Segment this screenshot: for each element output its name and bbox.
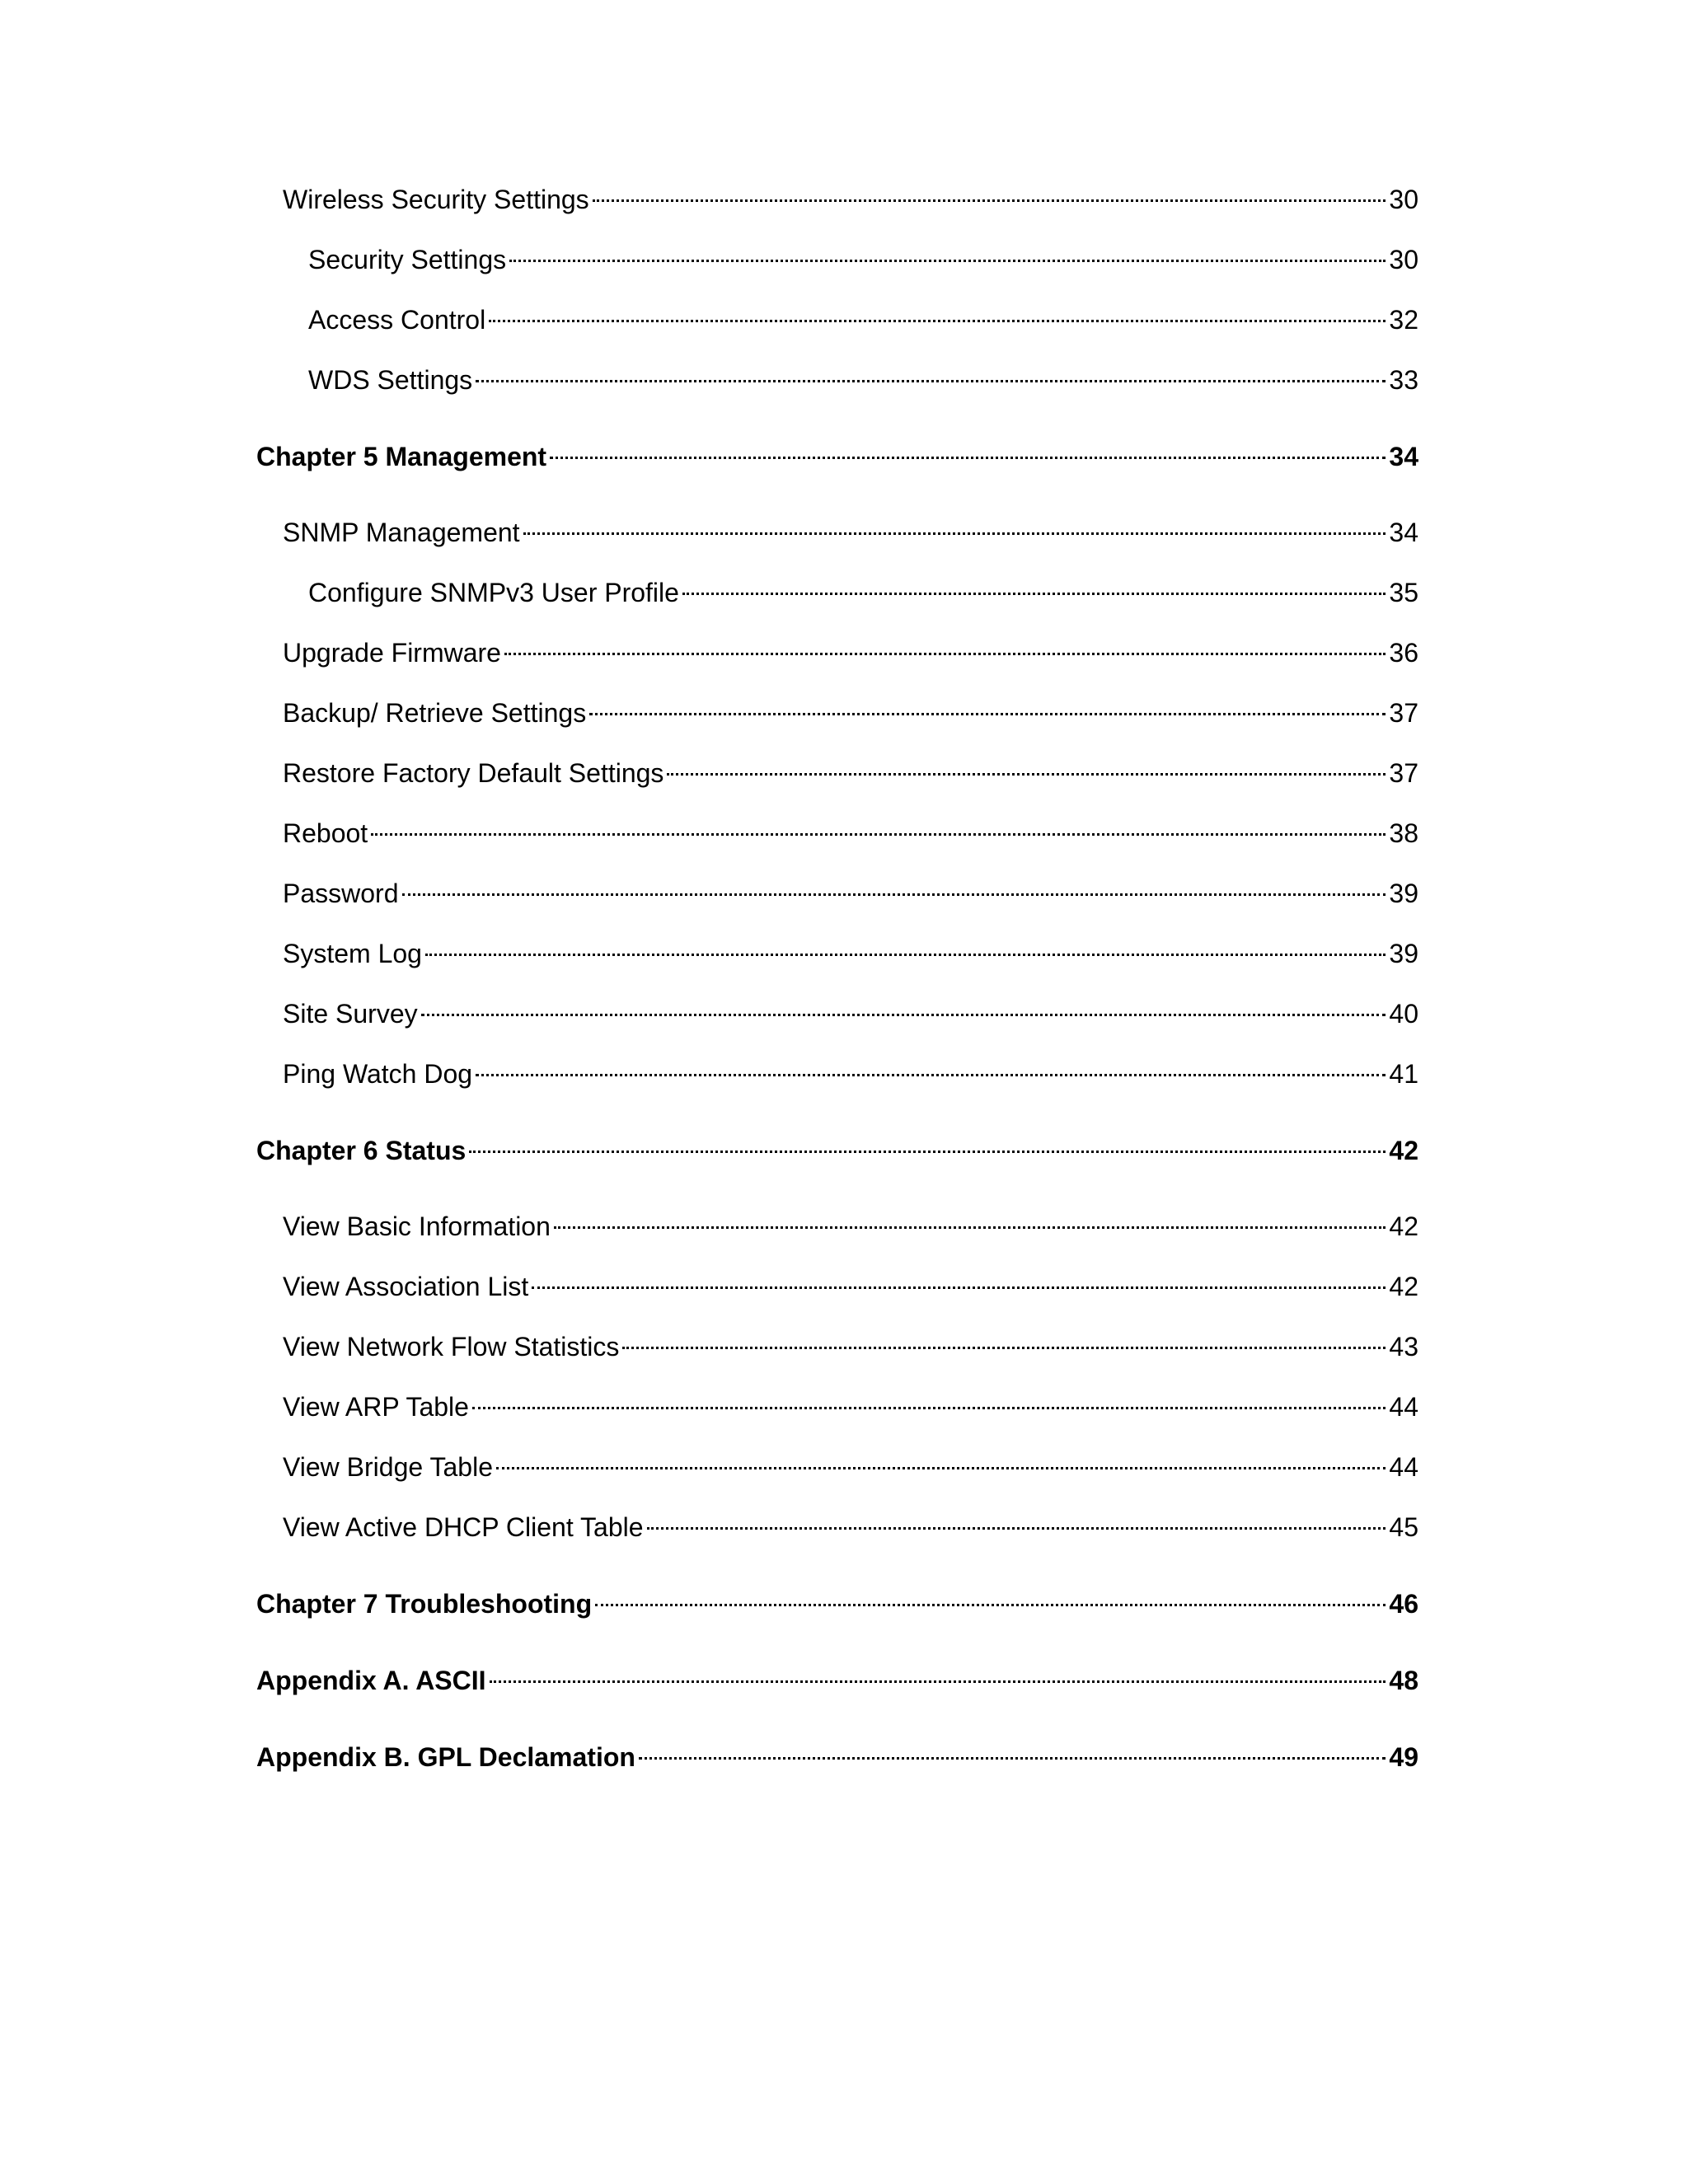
toc-entry[interactable] — [256, 757, 1418, 790]
toc-entry-page: 30 — [1389, 245, 1418, 274]
toc-entry[interactable] — [256, 363, 1418, 396]
dot-leader — [667, 772, 1386, 776]
toc-chapter-entry[interactable] — [256, 1134, 1418, 1167]
toc-entry-title: Chapter 5 Management — [256, 442, 547, 471]
toc-entry-title: Appendix B. GPL Declamation — [256, 1742, 635, 1772]
toc-entry-title: Password — [283, 879, 399, 908]
toc-entry-page: 33 — [1389, 365, 1418, 395]
toc-entry-page: 32 — [1389, 305, 1418, 335]
toc-entry-page: 39 — [1389, 939, 1418, 968]
dot-leader — [476, 1073, 1386, 1076]
dot-leader — [595, 1603, 1386, 1606]
toc-chapter-entry[interactable] — [256, 440, 1418, 473]
toc-entry[interactable] — [256, 243, 1418, 276]
toc-entry-title: View Association List — [283, 1272, 529, 1301]
dot-leader — [554, 1226, 1386, 1229]
toc-entry[interactable] — [256, 817, 1418, 850]
toc-entry-page: 40 — [1389, 999, 1418, 1029]
toc-entry-title: Backup/ Retrieve Settings — [283, 698, 587, 728]
toc-entry-page: 44 — [1389, 1452, 1418, 1482]
toc-entry-title: Access Control — [308, 305, 486, 335]
dot-leader — [682, 592, 1386, 595]
toc-entry-title: View Active DHCP Client Table — [283, 1512, 644, 1542]
toc-entry-title: SNMP Management — [283, 518, 520, 547]
toc-chapter-entry[interactable] — [256, 1587, 1418, 1620]
dot-leader — [639, 1756, 1386, 1760]
toc-entry-title: Chapter 7 Troubleshooting — [256, 1589, 593, 1619]
toc-entry[interactable] — [256, 1270, 1418, 1303]
toc-entry-title: View ARP Table — [283, 1392, 469, 1422]
dot-leader — [523, 532, 1386, 535]
toc-entry[interactable] — [256, 576, 1418, 609]
toc-entry[interactable] — [256, 636, 1418, 669]
dot-leader — [476, 379, 1386, 382]
toc-entry-title: Chapter 6 Status — [256, 1136, 467, 1165]
toc-entry-page: 42 — [1389, 1272, 1418, 1301]
toc-entry[interactable] — [256, 937, 1418, 970]
toc-entry[interactable] — [256, 1057, 1418, 1090]
toc-entry-page: 49 — [1389, 1742, 1418, 1772]
toc-entry-page: 39 — [1389, 879, 1418, 908]
dot-leader — [593, 199, 1386, 202]
dot-leader — [647, 1526, 1386, 1530]
toc-entry[interactable] — [256, 1451, 1418, 1483]
dot-leader — [421, 1013, 1386, 1016]
dot-leader — [550, 456, 1386, 459]
toc-entry-page: 42 — [1389, 1212, 1418, 1241]
dot-leader — [371, 832, 1386, 836]
toc-entry-title: Ping Watch Dog — [283, 1059, 473, 1089]
dot-leader — [496, 1466, 1386, 1469]
toc-entry-title: View Basic Information — [283, 1212, 551, 1241]
toc-entry[interactable] — [256, 1511, 1418, 1544]
toc-entry-page: 38 — [1389, 818, 1418, 848]
toc-entry-page: 37 — [1389, 698, 1418, 728]
toc-entry-title: WDS Settings — [308, 365, 473, 395]
toc-entry[interactable] — [256, 303, 1418, 336]
toc-entry-title: Reboot — [283, 818, 368, 848]
toc-entry-page: 42 — [1389, 1136, 1418, 1165]
toc-entry[interactable] — [256, 997, 1418, 1030]
toc-entry-page: 41 — [1389, 1059, 1418, 1089]
toc-entry-title: Appendix A. ASCII — [256, 1666, 486, 1695]
dot-leader — [425, 953, 1386, 956]
dot-leader — [504, 652, 1386, 655]
toc-entry-title: Site Survey — [283, 999, 418, 1029]
toc-entry-title: Configure SNMPv3 User Profile — [308, 578, 679, 607]
toc-entry[interactable] — [256, 1210, 1418, 1243]
toc-entry[interactable] — [256, 1390, 1418, 1423]
toc-entry-title: Wireless Security Settings — [283, 185, 589, 214]
toc-entry-page: 37 — [1389, 758, 1418, 788]
toc-entry-title: Restore Factory Default Settings — [283, 758, 664, 788]
dot-leader — [589, 712, 1386, 715]
toc-entry-page: 30 — [1389, 185, 1418, 214]
toc-entry-title: System Log — [283, 939, 422, 968]
dot-leader — [469, 1150, 1386, 1153]
toc-entry[interactable] — [256, 877, 1418, 910]
toc-entry[interactable] — [256, 696, 1418, 729]
toc-entry[interactable] — [256, 516, 1418, 549]
toc-chapter-entry[interactable] — [256, 1664, 1418, 1697]
toc-entry-page: 35 — [1389, 578, 1418, 607]
dot-leader — [532, 1286, 1386, 1289]
dot-leader — [489, 319, 1386, 322]
dot-leader — [490, 1680, 1386, 1683]
toc-entry[interactable] — [256, 1330, 1418, 1363]
toc-entry-title: View Network Flow Statistics — [283, 1332, 620, 1361]
toc-entry-title: View Bridge Table — [283, 1452, 493, 1482]
toc-entry-page: 45 — [1389, 1512, 1418, 1542]
toc-entry-page: 34 — [1389, 442, 1418, 471]
toc-entry-page: 34 — [1389, 518, 1418, 547]
toc-chapter-entry[interactable] — [256, 1741, 1418, 1774]
toc-entry-title: Security Settings — [308, 245, 507, 274]
toc-entry[interactable] — [256, 183, 1418, 216]
toc-entry-page: 36 — [1389, 638, 1418, 668]
dot-leader — [472, 1406, 1386, 1409]
dot-leader — [509, 259, 1386, 262]
toc-entry-page: 46 — [1389, 1589, 1418, 1619]
dot-leader — [402, 893, 1386, 896]
toc-entry-page: 44 — [1389, 1392, 1418, 1422]
dot-leader — [622, 1346, 1386, 1349]
table-of-contents — [256, 183, 1418, 1774]
toc-entry-page: 43 — [1389, 1332, 1418, 1361]
toc-entry-title: Upgrade Firmware — [283, 638, 501, 668]
toc-entry-page: 48 — [1389, 1666, 1418, 1695]
